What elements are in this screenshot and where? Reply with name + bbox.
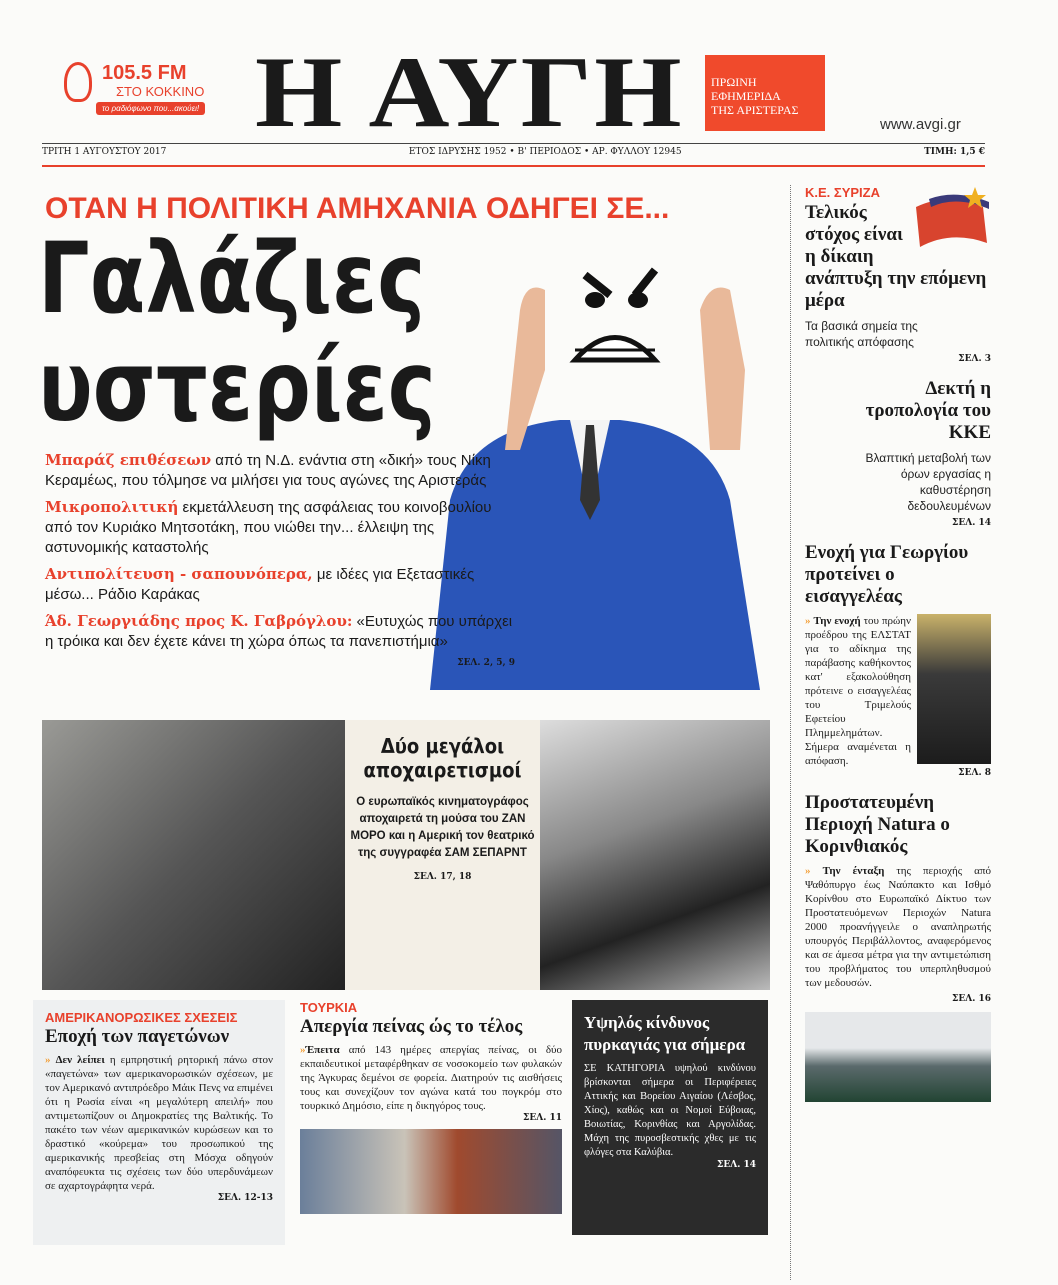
- lead-bullets: [45, 450, 515, 668]
- lead-word: Έπειτα: [305, 1044, 340, 1056]
- body-text: Ο ευρωπαϊκός κινηματογράφος αποχαιρετά τη μούσα του ΖΑΝ ΜΟΡΟ και η Αμερική τον θεατρικό της συγγραφέα ΣΑΜ ΣΕΠΑΡΝΤ: [350, 796, 535, 859]
- body-text: της περιοχής από Ψαθόπυργο έως Ναύπακτο και Ισθμό Κορίνθου στο Ευρωπαϊκό Δίκτυο των Προστατευόμενων Περιοχών Natura 2000 προανήγγειλε ο αναπληρωτής υπουργός Περιβάλλοντος, αναφερόμενος και σε άμεσα μέτρα για την αντιμετώπιση του προβλήματος του υπερπληθυσμού των μεδουσών.: [805, 865, 991, 989]
- bullet-item: [45, 450, 515, 491]
- article-turkey[interactable]: [300, 1000, 562, 1214]
- article-syriza[interactable]: [805, 185, 991, 364]
- chevron-icon: »: [300, 1044, 306, 1056]
- headline: Προστατευμένη Περιοχή Natura ο Κορινθιακός: [805, 792, 950, 857]
- page-ref: ΣΕΛ. 8: [958, 768, 991, 778]
- bullet-item: [45, 497, 515, 558]
- issue-info: ΕΤΟΣ ΙΔΡΥΣΗΣ 1952 • Β' ΠΕΡΙΟΔΟΣ • ΑΡ. ΦΥΛΛΟΥ 12945: [408, 147, 682, 157]
- farewell-feature[interactable]: [42, 720, 770, 990]
- headline: Ενοχή για Γεωργίου προτείνει ο εισαγγελέας: [805, 542, 969, 607]
- chevron-icon: »: [805, 865, 811, 877]
- page-ref: ΣΕΛ. 2, 5, 9: [457, 658, 515, 668]
- headline: Απεργία πείνας ώς το τέλος: [300, 1016, 523, 1037]
- farewell-text: [345, 734, 540, 882]
- body-text: η εμπρηστική ρητορική πάνω στον «παγετώνα» των αμερικανορωσικών σχέσεων, με τον Αμερικανό αντιπρόεδρο Μάικ Πενς να επιμένει ότι η Ρωσία είναι «η μεγαλύτερη απειλή» που αντιμετωπίζουν οι Δημοκρατίες της Βαλτικής. Το πακέτο των νέων αμερικανικών κυρώσεων και το δραστικό «κούρεμα» του προσωπικού της αμερικανικής πρεσβείας στη Μόσχα οδηγούν αναπόφευκτα τις σχέσεις των δύο υπερδυνάμεων σε αχαρτογράφητα νερά.: [45, 1054, 273, 1192]
- lighthouse-photo: [805, 1012, 991, 1102]
- bullet-lead: Αντιπολίτευση - σαπουνόπερα,: [45, 565, 313, 583]
- bullet-lead: Μπαράζ επιθέσεων: [45, 451, 212, 469]
- page-ref: ΣΕΛ. 16: [952, 994, 991, 1004]
- lead-word: Την ενοχή: [813, 615, 861, 627]
- section-tag: ΤΟΥΡΚΙΑ: [300, 1000, 358, 1015]
- sam-shepard-photo: [540, 720, 770, 990]
- section-tag: Κ.Ε. ΣΥΡΙΖΑ: [805, 185, 880, 200]
- lead-headline: [38, 222, 436, 444]
- subheadline: Βλαπτική μεταβολή των όρων εργασίας η καθυστέρηση δεδουλευμένων: [865, 451, 991, 513]
- page-ref: ΣΕΛ. 11: [523, 1113, 562, 1123]
- body-text: του πρώην προέδρου της ΕΛΣΤΑΤ για το αδίκημα της παράβασης καθήκοντος κατ' εξακολούθηση πρότεινε ο εισαγγελέας του Τριμελούς Εφετείου Πλημμελημάτων. Σήμερα αναμένεται η απόφαση.: [805, 615, 911, 767]
- bullet-text: «Ευτυχώς που υπάρχει η τρόικα και δεν έχετε κάνει τη χώρα όπως τα πανεπιστήμια»: [45, 613, 513, 650]
- headline: Εποχή των παγετώνων: [45, 1026, 230, 1047]
- article-kke[interactable]: [805, 378, 991, 528]
- dateline: [42, 147, 985, 157]
- lead-kicker: ΟΤΑΝ Η ΠΟΛΙΤΙΚΗ ΑΜΗΧΑΝΙΑ ΟΔΗΓΕΙ ΣΕ...: [45, 192, 670, 225]
- date: ΤΡΙΤΗ 1 ΑΥΓΟΥΣΤΟΥ 2017: [42, 147, 167, 157]
- page-ref: ΣΕΛ. 12-13: [217, 1193, 273, 1203]
- lead-word: Δεν λείπει: [55, 1054, 105, 1066]
- headline-line: Γαλάζιες: [38, 222, 426, 336]
- hunger-strikers-photo: [300, 1129, 562, 1214]
- radio-frequency: 105.5 FM: [102, 62, 187, 84]
- page-ref: ΣΕΛ. 17, 18: [413, 872, 472, 882]
- page-ref: ΣΕΛ. 14: [952, 518, 991, 528]
- bullet-text: με ιδέες για Εξεταστικές μέσω... Ράδιο Καράκας: [45, 566, 475, 603]
- section-tag: ΑΜΕΡΙΚΑΝΟΡΩΣΙΚΕΣ ΣΧΕΣΕΙΣ: [45, 1010, 238, 1025]
- headline-line: υστερίες: [38, 330, 436, 444]
- bullet-text: από τη Ν.Δ. ενάντια στη «δική» τους Νίκη Κεραμέως, που τόλμησε να μιλήσει για τους αγώνες της Αριστεράς: [45, 452, 491, 489]
- jeanne-moreau-photo: [42, 720, 345, 990]
- article-georgiou[interactable]: [805, 542, 991, 778]
- headline: Δύο μεγάλοι αποχαιρετισμοί: [363, 734, 522, 782]
- body-text: ΣΕ ΚΑΤΗΓΟΡΙΑ υψηλού κινδύνου βρίσκονται σήμερα οι Περιφέρειες Αττικής και Βορείου Αιγαίου (Λέσβος, Χίος), καθώς και οι Νομοί Εύβοιας, Βοιωτίας, Κορινθίας και Αργολίδας. Μάχη της πυροσβεστικής χθες με τις φλόγες στα Καλύβια.: [584, 1063, 756, 1158]
- article-us-russia[interactable]: [33, 1000, 285, 1245]
- website-url[interactable]: www.avgi.gr: [880, 116, 961, 133]
- right-column: [790, 185, 990, 1280]
- newspaper-title: Η ΑΥΓΗ: [255, 36, 684, 149]
- subtitle-line: ΠΡΩΙΝΗ: [711, 75, 757, 89]
- bullet-lead: Μικροπολιτική: [45, 498, 179, 516]
- bullet-item: [45, 611, 515, 652]
- radio-logo: [58, 58, 218, 124]
- chevron-icon: »: [805, 615, 811, 627]
- lightbulb-icon: [64, 62, 92, 102]
- divider: [42, 143, 985, 144]
- price: ΤΙΜΗ: 1,5 €: [924, 147, 985, 157]
- bullet-text: εκμετάλλευση της ασφάλειας του κοινοβουλίου από τον Κυριάκο Μητσοτάκη, που νιώθει την... έλλειψη της αστυνομικής καταστολής: [45, 499, 492, 556]
- bullet-lead: Άδ. Γεωργιάδης προς Κ. Γαβρόγλου:: [45, 612, 353, 630]
- lead-word: Την ένταξη: [822, 865, 885, 877]
- subtitle-line: ΕΦΗΜΕΡΙΔΑ: [711, 89, 781, 103]
- radio-tagline: το ραδιόφωνο που...ακούει!: [96, 102, 205, 115]
- subtitle-line: ΤΗΣ ΑΡΙΣΤΕΡΑΣ: [711, 103, 799, 117]
- syriza-flag-icon: [911, 187, 991, 253]
- masthead-subtitle: [705, 55, 825, 131]
- headline: Τελικός στόχος είναι η δίκαιη ανάπτυξη την επόμενη μέρα: [805, 202, 987, 311]
- page-ref: ΣΕΛ. 3: [958, 354, 991, 364]
- bullet-item: [45, 564, 515, 605]
- article-natura[interactable]: [805, 792, 991, 1102]
- georgiou-photo: [917, 614, 991, 764]
- divider: [42, 165, 985, 167]
- body-text: από 143 ημέρες απεργίας πείνας, οι δύο εκπαιδευτικοί μεταφέρθηκαν σε νοσοκομείο των φυλακών της Άγκυρας δεμένοι σε φορεία. Διατηρούν τις αισθήσεις τους και συνεχίζουν τον αγώνα κατά του πογκρόμ στο τουρκικό Δημόσιο, είπε η δικηγόρος τους.: [300, 1044, 562, 1112]
- chevron-icon: »: [45, 1054, 51, 1066]
- radio-name: ΣΤΟ ΚΟΚΚΙΝΟ: [116, 84, 205, 99]
- subheadline: Τα βασικά σημεία της πολιτικής απόφασης: [805, 319, 918, 349]
- headline: Δεκτή η τροπολογία του ΚΚΕ: [865, 378, 991, 443]
- article-fire-risk[interactable]: [572, 1000, 768, 1235]
- headline: Υψηλός κίνδυνος πυρκαγιάς για σήμερα: [584, 1013, 746, 1054]
- page-ref: ΣΕΛ. 14: [717, 1160, 756, 1170]
